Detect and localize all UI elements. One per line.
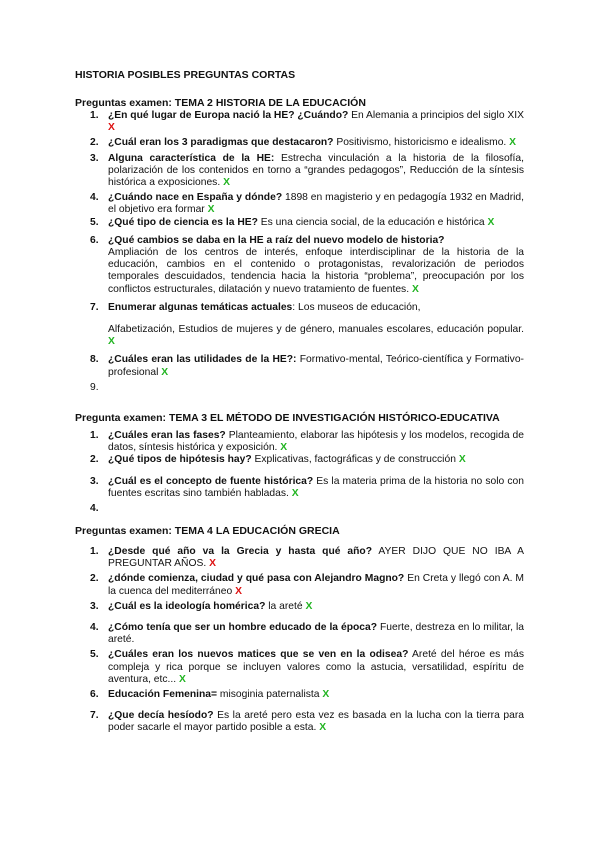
list-item: 6. Educación Femenina= misoginia paternalista X xyxy=(90,689,330,701)
list-item: 9. xyxy=(90,381,99,393)
list-item: 5. ¿Cuáles eran los nuevos matices que se ven en la odisea? Areté del héroe es más compleja y rica porque se incluyen valores como la astucia, versatilidad, espíritu de aventura, etc... X xyxy=(90,649,524,685)
correct-mark: X xyxy=(305,600,313,612)
section-heading: Pregunta examen: TEMA 3 EL MÉTODO DE INVESTIGACIÓN HISTÓRICO-EDUCATIVA xyxy=(75,412,500,424)
correct-mark: X xyxy=(207,204,215,216)
list-item: 7. Enumerar algunas temáticas actuales: Los museos de educación, Alfabetización, Estudios de mujeres y de género, manuales escolares, educación popular. X xyxy=(90,301,524,348)
correct-mark: X xyxy=(280,442,288,454)
section-tema-4 xyxy=(75,525,524,735)
list-item: 3. ¿Cuál es el concepto de fuente histórica? Es la materia prima de la historia no solo con fuentes escritas sino también habladas. X xyxy=(90,475,524,499)
correct-mark: X xyxy=(458,454,466,466)
correct-mark: X xyxy=(179,673,186,685)
question-list xyxy=(75,430,524,515)
incorrect-mark: X xyxy=(108,122,115,134)
list-item: 7. ¿Que decía hesíodo? Es la areté pero esta vez es basada en la lucha con la tierra para poder sacarle el mayor partido posible a esta. X xyxy=(90,710,524,734)
correct-mark: X xyxy=(322,689,330,701)
correct-mark: X xyxy=(291,487,299,499)
question-list xyxy=(75,110,524,394)
correct-mark: X xyxy=(411,283,419,295)
correct-mark: X xyxy=(319,722,327,734)
correct-mark: X xyxy=(223,177,230,189)
list-item: 4. ¿Cuándo nace en España y dónde? 1898 en magisterio y en pedagogía 1932 en Madrid, el objetivo era formar X xyxy=(90,192,524,216)
list-item: 4. xyxy=(90,503,99,515)
correct-mark: X xyxy=(108,336,115,348)
list-item: 2. ¿Qué tipos de hipótesis hay? Explicativas, factográficas y de construcción X xyxy=(90,454,466,466)
document-title: HISTORIA POSIBLES PREGUNTAS CORTAS xyxy=(75,69,296,81)
incorrect-mark: X xyxy=(235,585,242,597)
correct-mark: X xyxy=(509,137,517,149)
list-item: 4. ¿Cómo tenía que ser un hombre educado de la época? Fuerte, destreza en lo militar, la areté. xyxy=(90,622,524,646)
list-item: 2. ¿dónde comienza, ciudad y qué pasa con Alejandro Magno? En Creta y llegó con A. M la cuenca del mediterráneo X xyxy=(90,573,524,597)
section-tema-3 xyxy=(75,412,524,515)
list-item: 6. ¿Qué cambios se daba en la HE a raíz del nuevo modelo de historia? Ampliación de los centros de interés, enfoque interdisciplinar de la historia de la educación, cambios en el contenido o protagonistas, revalorización de periodos temporales descuidados, tendencia hacia la historia “problema”, preocupación por los conflictos estructurales, dilatación y nuevo tratamiento de fuentes. X xyxy=(90,234,524,295)
question-list xyxy=(75,546,524,735)
list-item: 2. ¿Cuál eran los 3 paradigmas que destacaron? Positivismo, historicismo e idealismo. X xyxy=(90,137,517,149)
list-item: 3. ¿Cuál es la ideología homérica? la areté X xyxy=(90,600,313,612)
list-item: 1. ¿Desde qué año va la Grecia y hasta qué año? AYER DIJO QUE NO IBA A PREGUNTAR AÑOS. X xyxy=(90,546,524,570)
list-item: 5. ¿Qué tipo de ciencia es la HE? Es una ciencia social, de la educación e histórica X xyxy=(90,216,495,228)
section-tema-2 xyxy=(75,97,524,394)
correct-mark: X xyxy=(161,366,169,378)
list-item: 1. ¿En qué lugar de Europa nació la HE? ¿Cuándo? En Alemania a principios del siglo XIX X xyxy=(90,110,524,134)
section-heading: Preguntas examen: TEMA 2 HISTORIA DE LA EDUCACIÓN xyxy=(75,97,366,109)
correct-mark: X xyxy=(487,216,495,228)
list-item: 3. Alguna característica de la HE: Estrecha vinculación a la historia de la filosofía, polarización de los contenidos en torno a “grandes pedagogos”, Reducción de la síntesis histórica a exposiciones. X xyxy=(90,152,524,189)
incorrect-mark: X xyxy=(209,558,216,570)
list-item: 1. ¿Cuáles eran las fases? Planteamiento, elaborar las hipótesis y los modelos, recogida de datos, síntesis histórica y exposición. X xyxy=(90,430,524,454)
list-item: 8. ¿Cuáles eran las utilidades de la HE?: Formativo-mental, Teórico-científica y Formativo-profesional X xyxy=(90,354,524,378)
section-heading: Preguntas examen: TEMA 4 LA EDUCACIÓN GRECIA xyxy=(75,525,340,537)
